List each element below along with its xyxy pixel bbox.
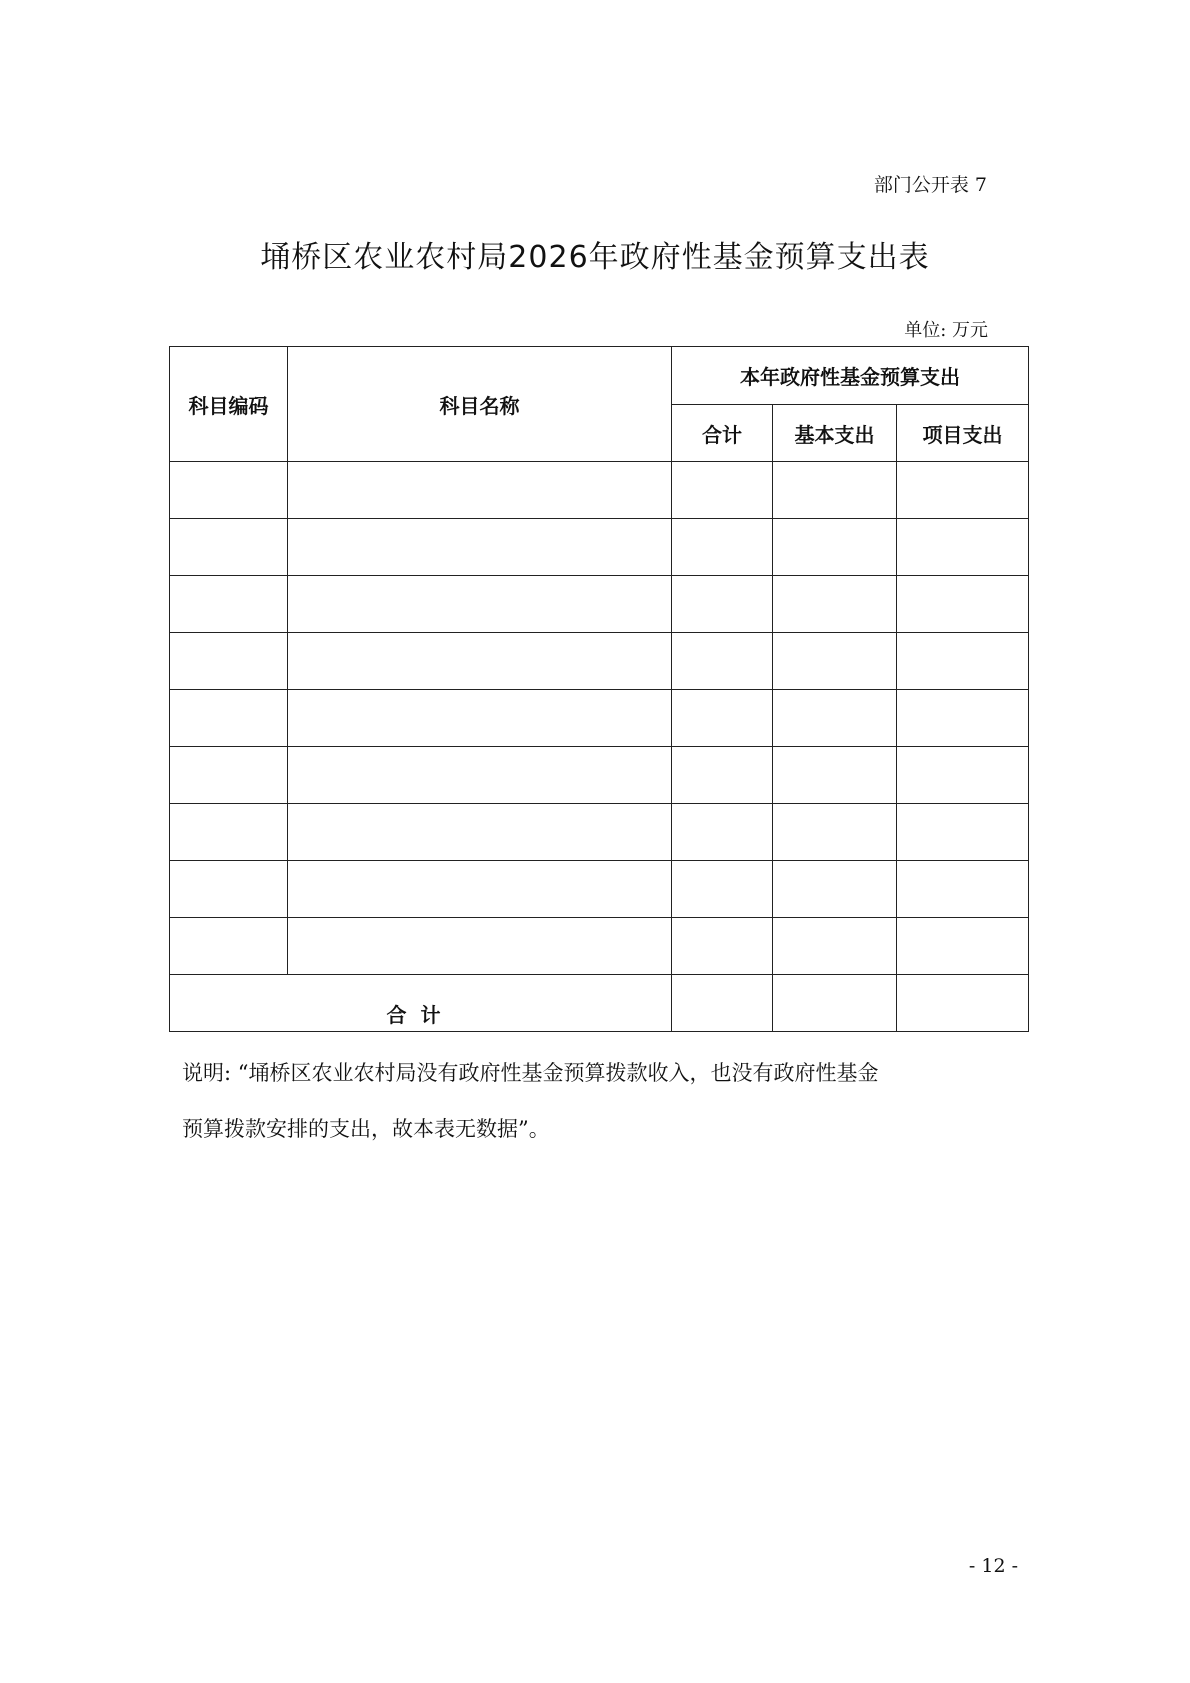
table-cell-total xyxy=(672,804,773,861)
table-cell-total xyxy=(672,747,773,804)
table-cell-project xyxy=(897,747,1029,804)
table-row xyxy=(170,861,1029,918)
table-cell-total xyxy=(672,576,773,633)
table-cell-basic xyxy=(773,804,897,861)
table-cell-code xyxy=(170,861,288,918)
table-cell-basic xyxy=(773,576,897,633)
table-cell-name xyxy=(288,519,672,576)
table-cell-total xyxy=(672,633,773,690)
table-body xyxy=(170,462,1029,975)
note-line-1: 说明: “埇桥区农业农村局没有政府性基金预算拨款收入，也没有政府性基金 xyxy=(182,1061,879,1085)
table-cell-project xyxy=(897,576,1029,633)
table-cell-code xyxy=(170,519,288,576)
table-cell-project xyxy=(897,519,1029,576)
table-cell-name xyxy=(288,804,672,861)
table-cell-project xyxy=(897,804,1029,861)
total-row-total xyxy=(672,975,773,1032)
table-row xyxy=(170,576,1029,633)
note xyxy=(182,1045,1002,1157)
table-row xyxy=(170,747,1029,804)
table-cell-total xyxy=(672,462,773,519)
table-cell-code xyxy=(170,804,288,861)
page-title: 埇桥区农业农村局2026年政府性基金预算支出表 xyxy=(260,240,930,275)
table-cell-project xyxy=(897,690,1029,747)
table-cell-name xyxy=(288,462,672,519)
table-cell-total xyxy=(672,861,773,918)
table-cell-basic xyxy=(773,462,897,519)
table-cell-basic xyxy=(773,861,897,918)
table-cell-basic xyxy=(773,690,897,747)
table-cell-name xyxy=(288,576,672,633)
note-line-2: 预算拨款安排的支出，故本表无数据”。 xyxy=(182,1117,550,1141)
table-cell-code xyxy=(170,462,288,519)
table-row xyxy=(170,690,1029,747)
table-cell-code xyxy=(170,633,288,690)
table-row xyxy=(170,633,1029,690)
total-row-basic xyxy=(773,975,897,1032)
budget-table xyxy=(169,346,1029,1032)
table-cell-basic xyxy=(773,918,897,975)
table-cell-code xyxy=(170,747,288,804)
table-cell-basic xyxy=(773,747,897,804)
table-cell-name xyxy=(288,633,672,690)
table-cell-project xyxy=(897,861,1029,918)
table-cell-total xyxy=(672,918,773,975)
table-cell-total xyxy=(672,519,773,576)
total-row xyxy=(170,975,1029,1032)
table-cell-project xyxy=(897,633,1029,690)
header-total: 合计 xyxy=(672,405,773,462)
table-cell-name xyxy=(288,747,672,804)
header-group: 本年政府性基金预算支出 xyxy=(672,347,1029,405)
table-cell-name xyxy=(288,918,672,975)
table-cell-project xyxy=(897,918,1029,975)
total-row-label: 合计 xyxy=(170,975,672,1032)
header-basic: 基本支出 xyxy=(773,405,897,462)
table-row xyxy=(170,519,1029,576)
table-cell-name xyxy=(288,861,672,918)
table-cell-name xyxy=(288,690,672,747)
table-cell-basic xyxy=(773,519,897,576)
table-cell-code xyxy=(170,690,288,747)
header-project: 项目支出 xyxy=(897,405,1029,462)
unit-label: 单位: 万元 xyxy=(904,320,988,341)
page-number: - 12 - xyxy=(968,1555,1018,1577)
header-name: 科目名称 xyxy=(288,347,672,462)
total-row-project xyxy=(897,975,1029,1032)
table-cell-project xyxy=(897,462,1029,519)
table-cell-code xyxy=(170,576,288,633)
document-label: 部门公开表 7 xyxy=(873,174,987,196)
header-code: 科目编码 xyxy=(170,347,288,462)
table-cell-code xyxy=(170,918,288,975)
table-row xyxy=(170,918,1029,975)
table-row xyxy=(170,804,1029,861)
table-cell-total xyxy=(672,690,773,747)
table-row xyxy=(170,462,1029,519)
table-cell-basic xyxy=(773,633,897,690)
